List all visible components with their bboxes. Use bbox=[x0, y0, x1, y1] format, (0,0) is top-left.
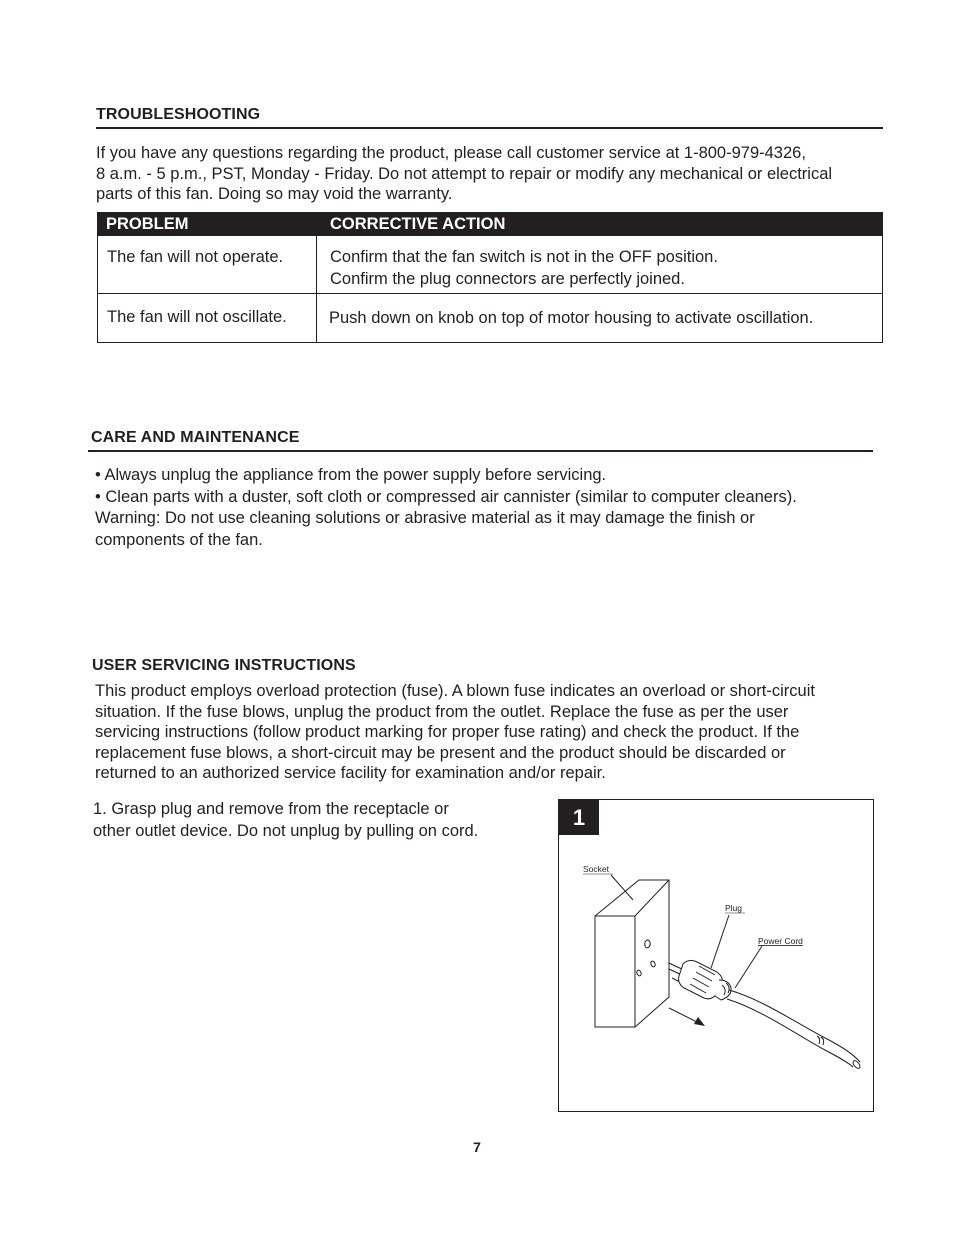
servicing-line: replacement fuse blows, a short-circuit may be present and the product should be discarded or bbox=[95, 743, 786, 762]
care-rule bbox=[88, 450, 873, 452]
care-line: • Clean parts with a duster, soft cloth or compressed air cannister (similar to computer cleaners). bbox=[95, 487, 797, 506]
figure-number-badge: 1 bbox=[559, 800, 599, 835]
pull-arrowhead-icon bbox=[694, 1017, 705, 1026]
servicing-line: situation. If the fuse blows, unplug the product from the outlet. Replace the fuse as per the user bbox=[95, 702, 789, 721]
header-corrective-action: CORRECTIVE ACTION bbox=[330, 215, 506, 233]
header-problem: PROBLEM bbox=[106, 215, 189, 233]
troubleshooting-table bbox=[97, 212, 883, 343]
plug-leader-line bbox=[711, 915, 729, 968]
care-text bbox=[95, 465, 797, 551]
servicing-heading: USER SERVICING INSTRUCTIONS bbox=[92, 657, 356, 674]
table-row-divider bbox=[98, 293, 882, 294]
label-plug: Plug bbox=[725, 903, 743, 913]
table-header bbox=[98, 213, 882, 236]
row2-action-1: Push down on knob on top of motor housing to activate oscillation. bbox=[329, 309, 814, 327]
row2-problem: The fan will not oscillate. bbox=[107, 308, 287, 326]
servicing-line: returned to an authorized service facility for examination and/or repair. bbox=[95, 764, 606, 782]
step1-text bbox=[93, 798, 478, 842]
step1-line: 1. Grasp plug and remove from the receptacle or bbox=[93, 800, 449, 818]
table-column-divider bbox=[316, 236, 317, 343]
servicing-line: This product employs overload protection (fuse). A blown fuse indicates an overload or short-circuit bbox=[95, 682, 815, 700]
power-cord-break-mark bbox=[817, 1036, 820, 1044]
pull-arrow-icon bbox=[669, 1008, 699, 1023]
power-cord-bottom bbox=[727, 999, 853, 1067]
servicing-text bbox=[95, 681, 815, 784]
troubleshooting-intro bbox=[96, 143, 832, 205]
figure-unplug bbox=[558, 799, 874, 1112]
page-number: 7 bbox=[473, 1139, 481, 1155]
intro-line: If you have any questions regarding the product, please call customer service at 1-800-979-4326, bbox=[96, 144, 806, 162]
care-line: Warning: Do not use cleaning solutions or abrasive material as it may damage the finish or bbox=[95, 509, 755, 527]
row1-action-1: Confirm that the fan switch is not in the OFF position. bbox=[330, 248, 718, 266]
label-socket: Socket bbox=[583, 864, 609, 874]
intro-line: parts of this fan. Doing so may void the warranty. bbox=[96, 185, 453, 203]
socket-box bbox=[595, 880, 669, 1027]
power-cord-break-mark bbox=[821, 1037, 824, 1045]
step1-line: other outlet device. Do not unplug by pulling on cord. bbox=[93, 822, 479, 840]
power-cord-end bbox=[852, 1059, 862, 1069]
power-cord-leader-line bbox=[735, 946, 762, 988]
troubleshooting-heading: TROUBLESHOOTING bbox=[96, 106, 261, 123]
servicing-line: servicing instructions (follow product marking for proper fuse rating) and check the product. If the bbox=[95, 723, 800, 741]
care-heading: CARE AND MAINTENANCE bbox=[91, 429, 300, 446]
troubleshooting-rule bbox=[96, 127, 883, 129]
row1-action-2: Confirm the plug connectors are perfectly joined. bbox=[330, 270, 685, 288]
care-line: components of the fan. bbox=[95, 530, 263, 549]
intro-line: 8 a.m. - 5 p.m., PST, Monday - Friday. Do not attempt to repair or modify any mechanical or electrical bbox=[96, 164, 833, 183]
label-power-cord: Power Cord bbox=[758, 936, 803, 946]
power-cord-top bbox=[729, 990, 860, 1062]
care-line: • Always unplug the appliance from the power supply before servicing. bbox=[95, 466, 607, 484]
unplug-illustration bbox=[559, 800, 875, 1113]
row1-problem: The fan will not operate. bbox=[107, 248, 284, 266]
